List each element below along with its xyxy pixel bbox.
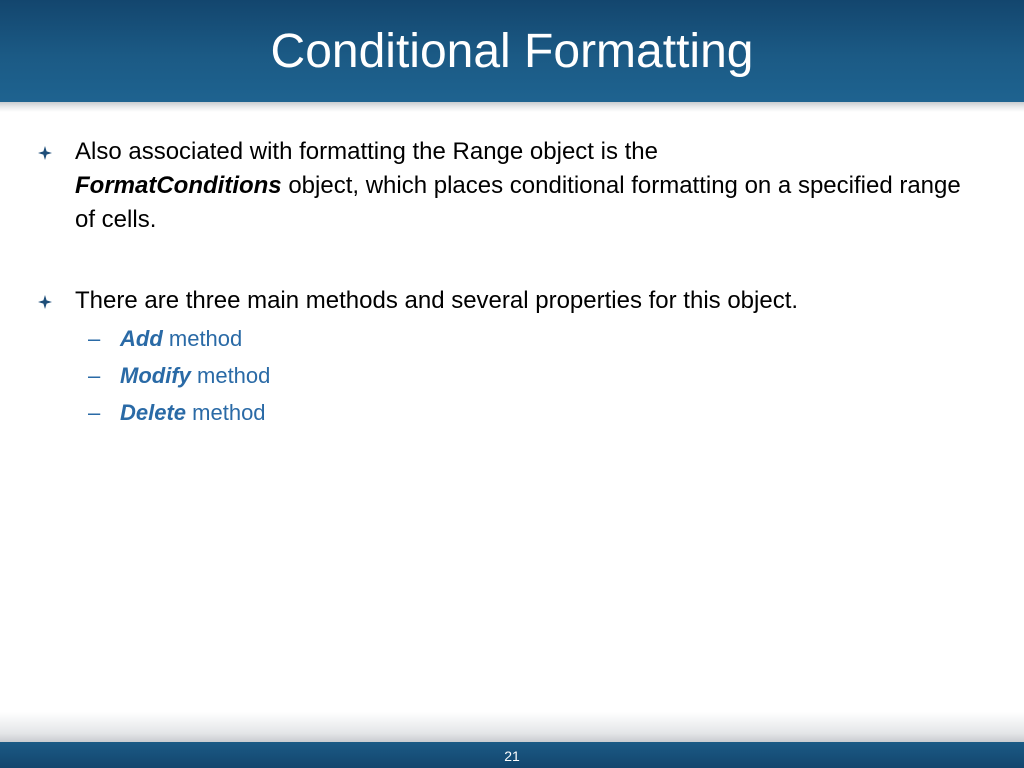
sub-item-dash: – — [88, 400, 101, 425]
sub-item-suffix: method — [190, 363, 271, 388]
sub-item-delete — [88, 398, 266, 428]
sub-item-dash: – — [88, 363, 101, 388]
diamond-bullet-icon — [38, 295, 58, 314]
sub-item-name: Delete — [120, 400, 187, 425]
sub-item-add — [88, 324, 242, 354]
slide-title: Conditional Formatting — [270, 25, 754, 78]
bullet-text-1 — [75, 135, 975, 237]
sub-item-name: Modify — [120, 363, 191, 388]
sub-item-name: Add — [120, 326, 163, 351]
sub-item-suffix: method — [162, 326, 243, 351]
bullet-text-2: There are three main methods and several properties for this object. — [75, 287, 799, 314]
formatconditions-term: FormatConditions — [75, 172, 282, 199]
bullet-1-part-c: object, which places conditional formatting on a specified range of cells. — [75, 172, 961, 233]
bullet-1-part-a: Also associated with formatting the Range object is the — [75, 138, 658, 165]
diamond-bullet-icon — [38, 146, 58, 165]
page-number: 21 — [504, 748, 520, 764]
sub-item-suffix: method — [186, 400, 266, 425]
sub-item-dash: – — [88, 326, 101, 351]
title-shadow — [0, 102, 1024, 112]
footer-fade — [0, 712, 1024, 742]
sub-item-modify — [88, 361, 270, 391]
